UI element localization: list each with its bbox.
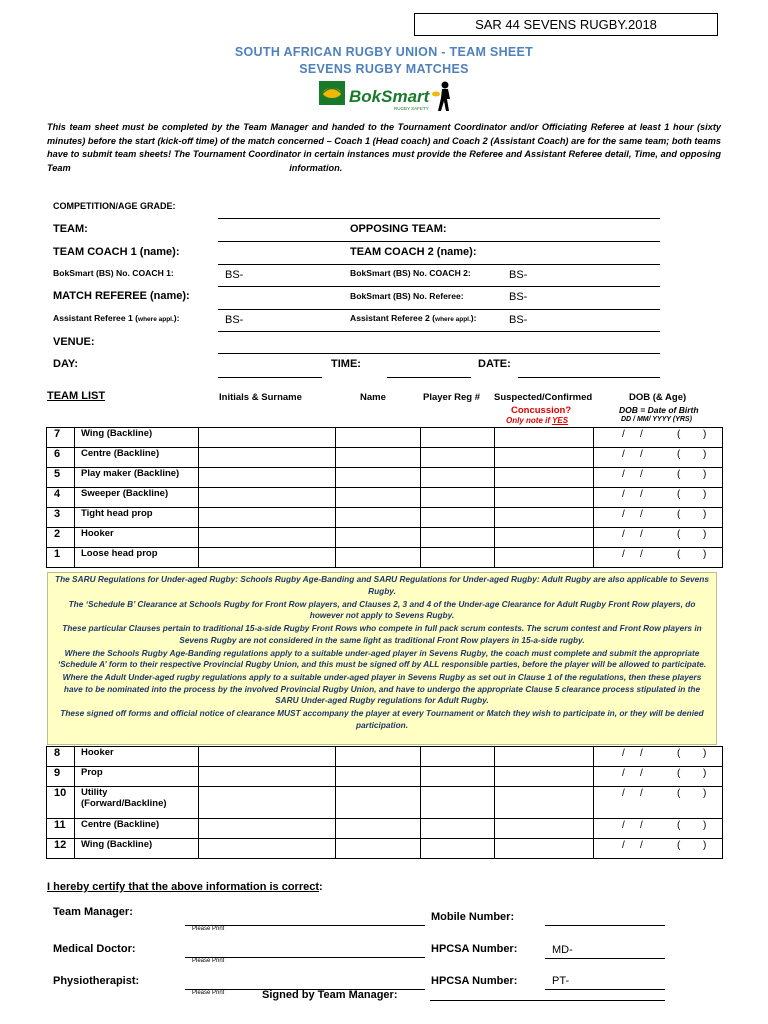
player-number: 8 (47, 747, 75, 767)
ar1-label: Assistant Referee 1 (where appl.): (53, 313, 180, 323)
please-print-note: Please Print (192, 926, 225, 932)
player-reg-cell[interactable] (421, 448, 495, 468)
team-list-table-top (46, 427, 723, 568)
name-cell[interactable] (336, 468, 421, 488)
table-row (47, 528, 723, 548)
name-cell[interactable] (336, 548, 421, 568)
md-number-value[interactable]: MD- (552, 944, 573, 956)
name-cell[interactable] (336, 787, 421, 819)
medical-doctor-label: Medical Doctor: (53, 943, 136, 955)
ar2-label: Assistant Referee 2 (where appl.): (350, 313, 477, 323)
player-reg-cell[interactable] (421, 548, 495, 568)
player-position: Hooker (75, 528, 199, 548)
boksmart-logo-icon (318, 78, 454, 114)
physiotherapist-label: Physiotherapist: (53, 975, 140, 987)
ar1-bs-value[interactable]: BS- (225, 314, 244, 326)
name-cell[interactable] (336, 747, 421, 767)
dob-cell[interactable]: / / ( ) (594, 787, 723, 819)
time-label: TIME: (331, 358, 361, 370)
player-position: Loose head prop (75, 548, 199, 568)
certify-statement: I hereby certify that the above information is correct: (47, 881, 323, 893)
table-row (47, 819, 723, 839)
name-cell[interactable] (336, 428, 421, 448)
hpcsa-label-2: HPCSA Number: (431, 975, 518, 987)
document-code: SAR 44 SEVENS RUGBY.2018 (475, 17, 657, 32)
player-number: 11 (47, 819, 75, 839)
table-row (47, 468, 723, 488)
dob-cell[interactable]: / / ( ) (594, 468, 723, 488)
venue-line (218, 353, 660, 354)
concussion-cell[interactable] (495, 819, 594, 839)
table-row (47, 448, 723, 468)
please-print-note: Please Print (192, 958, 225, 964)
initials-surname-cell[interactable] (199, 819, 336, 839)
pt-number-line (545, 989, 665, 990)
col-dob-format: DD / MM/ YYYY (YRS) (621, 416, 692, 423)
bs-coach1-label: BokSmart (BS) No. COACH 1: (53, 268, 174, 278)
initials-surname-cell[interactable] (199, 448, 336, 468)
concussion-cell[interactable] (495, 508, 594, 528)
table-row (47, 767, 723, 787)
concussion-cell[interactable] (495, 528, 594, 548)
player-number: 6 (47, 448, 75, 468)
player-reg-cell[interactable] (421, 508, 495, 528)
player-position: Prop (75, 767, 199, 787)
initials-surname-cell[interactable] (199, 488, 336, 508)
player-reg-cell[interactable] (421, 468, 495, 488)
player-number: 12 (47, 839, 75, 859)
notice-paragraph: Where the Adult Under-aged rugby regulations apply to a suitable under-aged player in Sevens Rugby as set out in Clause 1 of the regulations, then these players have to be nominated into the process by the involved Provincial Rugby Union, and have to undergo the appropriate Clause 5 clearance process stipulated in the SARU Under-aged Rugby regulations for Adult Rugby. (62, 672, 702, 706)
notice-paragraph: These signed off forms and official notice of clearance MUST accompany the player at every Tournament or Match they wish to participate in, or they will be denied participation. (60, 708, 704, 730)
table-row (47, 747, 723, 767)
table-row (47, 548, 723, 568)
date-line (518, 377, 660, 378)
bs-coach-line (218, 286, 660, 287)
notice-paragraph: The SARU Regulations for Under-aged Rugby: Schools Rugby Age-Banding and SARU Regulations for Under-aged Rugby: Adult Rugby are also applicable to Sevens Rugby. (55, 574, 709, 596)
player-reg-cell[interactable] (421, 839, 495, 859)
name-cell[interactable] (336, 508, 421, 528)
player-position: Utility (Forward/Backline) (75, 787, 199, 819)
notice-paragraph: The ‘Schedule B’ Clearance at Schools Rugby for Front Row players, and Clauses 2, 3 and 4 of the Under-age Clearance for Adult Rugby Front Row players, do however not apply to Sevens Rugby. (68, 598, 696, 621)
coach-line (218, 264, 660, 265)
player-reg-cell[interactable] (421, 767, 495, 787)
col-dob-desc: DOB = Date of Birth (619, 405, 699, 415)
document-code-box (414, 13, 718, 36)
initials-surname-cell[interactable] (199, 839, 336, 859)
referee-line (218, 309, 660, 310)
mobile-line[interactable] (545, 925, 665, 926)
instructions-end: information. (289, 162, 343, 173)
player-number: 5 (47, 468, 75, 488)
team-manager-signature-line[interactable] (430, 1000, 665, 1001)
concussion-cell[interactable] (495, 767, 594, 787)
player-reg-cell[interactable] (421, 488, 495, 508)
pt-number-value[interactable]: PT- (552, 975, 570, 987)
player-position: Wing (Backline) (75, 839, 199, 859)
player-position: Sweeper (Backline) (75, 488, 199, 508)
name-cell[interactable] (336, 819, 421, 839)
col-concussion: Suspected/Confirmed (494, 392, 593, 403)
initials-surname-cell[interactable] (199, 767, 336, 787)
concussion-cell[interactable] (495, 468, 594, 488)
concussion-cell[interactable] (495, 747, 594, 767)
logo-tagline: RUGBY SAFETY (394, 106, 429, 111)
team-list-table-bottom (46, 746, 723, 859)
title-line-2: SEVENS RUGBY MATCHES (299, 62, 469, 76)
concussion-cell[interactable] (495, 428, 594, 448)
concussion-cell[interactable] (495, 488, 594, 508)
player-number: 1 (47, 548, 75, 568)
bs-coach1-value[interactable]: BS- (225, 269, 244, 281)
bs-coach2-label: BokSmart (BS) No. COACH 2: (350, 268, 471, 278)
mobile-label: Mobile Number: (431, 911, 515, 923)
table-row (47, 839, 723, 859)
team-manager-label: Team Manager: (53, 906, 133, 918)
dob-cell[interactable]: / / ( ) (594, 528, 723, 548)
dob-cell[interactable]: / / ( ) (594, 548, 723, 568)
name-cell[interactable] (336, 528, 421, 548)
table-row (47, 508, 723, 528)
dob-cell[interactable]: / / ( ) (594, 819, 723, 839)
col-player-reg: Player Reg # (423, 392, 481, 403)
instructions-text: This team sheet must be completed by the Team Manager and handed to the Tournament Coordinator and/or Officiating Referee at least 1 hour (sixty minutes) before the start (kick-off time) of the match concerned – Coach 1 (Head coach) and Coach 2 (Assistant Coach) are for the same team; both teams have to submit team sheets! The Tournament Coordinator in certain instances must provide the Referee and Assistant Referee detail, Time, and opposing Team (47, 122, 721, 173)
name-cell[interactable] (336, 767, 421, 787)
player-reg-cell[interactable] (421, 747, 495, 767)
logo-wordmark: BokSmart (349, 87, 430, 106)
dob-cell[interactable]: / / ( ) (594, 488, 723, 508)
signed-by-team-manager-label: Signed by Team Manager: (262, 989, 398, 1001)
team-list-heading: TEAM LIST (47, 390, 106, 402)
notice-paragraph: Where the Schools Rugby Age-Banding regulations apply to a suitable under-aged player in Sevens Rugby, the coach must complete and submit the appropriate ‘Schedule A’ form to their respective Provincial Rugby Union, and this must be signed off by ALL responsible parties, before the player will be allowed to participate. (57, 647, 707, 670)
initials-surname-cell[interactable] (199, 548, 336, 568)
md-number-line (545, 958, 665, 959)
concussion-cell[interactable] (495, 448, 594, 468)
initials-surname-cell[interactable] (199, 508, 336, 528)
col-dob: DOB (& Age) (629, 392, 687, 403)
concussion-cell[interactable] (495, 839, 594, 859)
player-number: 9 (47, 767, 75, 787)
please-print-note: Please Print (192, 990, 225, 996)
dob-cell[interactable]: / / ( ) (594, 508, 723, 528)
player-number: 10 (47, 787, 75, 819)
player-position: Hooker (75, 747, 199, 767)
player-position: Centre (Backline) (75, 448, 199, 468)
player-position: Wing (Backline) (75, 428, 199, 448)
instructions-paragraph (47, 121, 721, 175)
ar2-bs-value[interactable]: BS- (509, 314, 528, 326)
notice-paragraph: These particular Clauses pertain to traditional 15-a-side Rugby Front Rows who compete in full pack scrum contests. The scrum contest and Front Row players in Sevens Rugby are not considered in the same light as traditional Front Row players in 15-a-side rugby. (62, 623, 702, 645)
col-concussion-question: Concussion? (511, 405, 572, 416)
team-line (218, 241, 660, 242)
player-number: 4 (47, 488, 75, 508)
concussion-cell[interactable] (495, 787, 594, 819)
bs-referee-label: BokSmart (BS) No. Referee: (350, 291, 464, 301)
player-position: Centre (Backline) (75, 819, 199, 839)
date-label: DATE: (478, 358, 511, 370)
initials-surname-cell[interactable] (199, 528, 336, 548)
initials-surname-cell[interactable] (199, 468, 336, 488)
initials-surname-cell[interactable] (199, 428, 336, 448)
day-line (218, 377, 322, 378)
time-line (387, 377, 471, 378)
dob-cell[interactable]: / / ( ) (594, 767, 723, 787)
col-name: Name (360, 392, 386, 403)
col-initials-surname: Initials & Surname (219, 392, 302, 403)
name-cell[interactable] (336, 448, 421, 468)
bs-coach2-value[interactable]: BS- (509, 269, 528, 281)
team-label: TEAM: (53, 223, 88, 235)
table-row (47, 428, 723, 448)
player-number: 2 (47, 528, 75, 548)
player-position: Play maker (Backline) (75, 468, 199, 488)
regulations-notice (47, 572, 717, 745)
hpcsa-label-1: HPCSA Number: (431, 943, 518, 955)
player-reg-cell[interactable] (421, 787, 495, 819)
concussion-cell[interactable] (495, 548, 594, 568)
ar-line (218, 331, 660, 332)
player-reg-cell[interactable] (421, 819, 495, 839)
day-label: DAY: (53, 358, 79, 370)
initials-surname-cell[interactable] (199, 747, 336, 767)
initials-surname-cell[interactable] (199, 787, 336, 819)
dob-cell[interactable]: / / ( ) (594, 428, 723, 448)
title-line-1: SOUTH AFRICAN RUGBY UNION - TEAM SHEET (234, 45, 534, 59)
name-cell[interactable] (336, 839, 421, 859)
opposing-team-label: OPPOSING TEAM: (350, 223, 447, 235)
player-position: Tight head prop (75, 508, 199, 528)
dob-cell[interactable]: / / ( ) (594, 839, 723, 859)
competition-label: COMPETITION/AGE GRADE: (53, 201, 176, 211)
table-row (47, 787, 723, 819)
player-reg-cell[interactable] (421, 528, 495, 548)
boksmart-logo (318, 78, 454, 114)
player-reg-cell[interactable] (421, 428, 495, 448)
player-number: 3 (47, 508, 75, 528)
name-cell[interactable] (336, 488, 421, 508)
player-number: 7 (47, 428, 75, 448)
venue-label: VENUE: (53, 336, 95, 348)
match-referee-label: MATCH REFEREE (name): (53, 290, 190, 302)
table-row (47, 488, 723, 508)
col-concussion-note: Only note if YES (506, 416, 569, 425)
coach2-label: TEAM COACH 2 (name): (350, 246, 477, 258)
dob-cell[interactable]: / / ( ) (594, 448, 723, 468)
competition-line (218, 218, 660, 219)
dob-cell[interactable]: / / ( ) (594, 747, 723, 767)
bs-referee-value[interactable]: BS- (509, 291, 528, 303)
coach1-label: TEAM COACH 1 (name): (53, 246, 180, 258)
